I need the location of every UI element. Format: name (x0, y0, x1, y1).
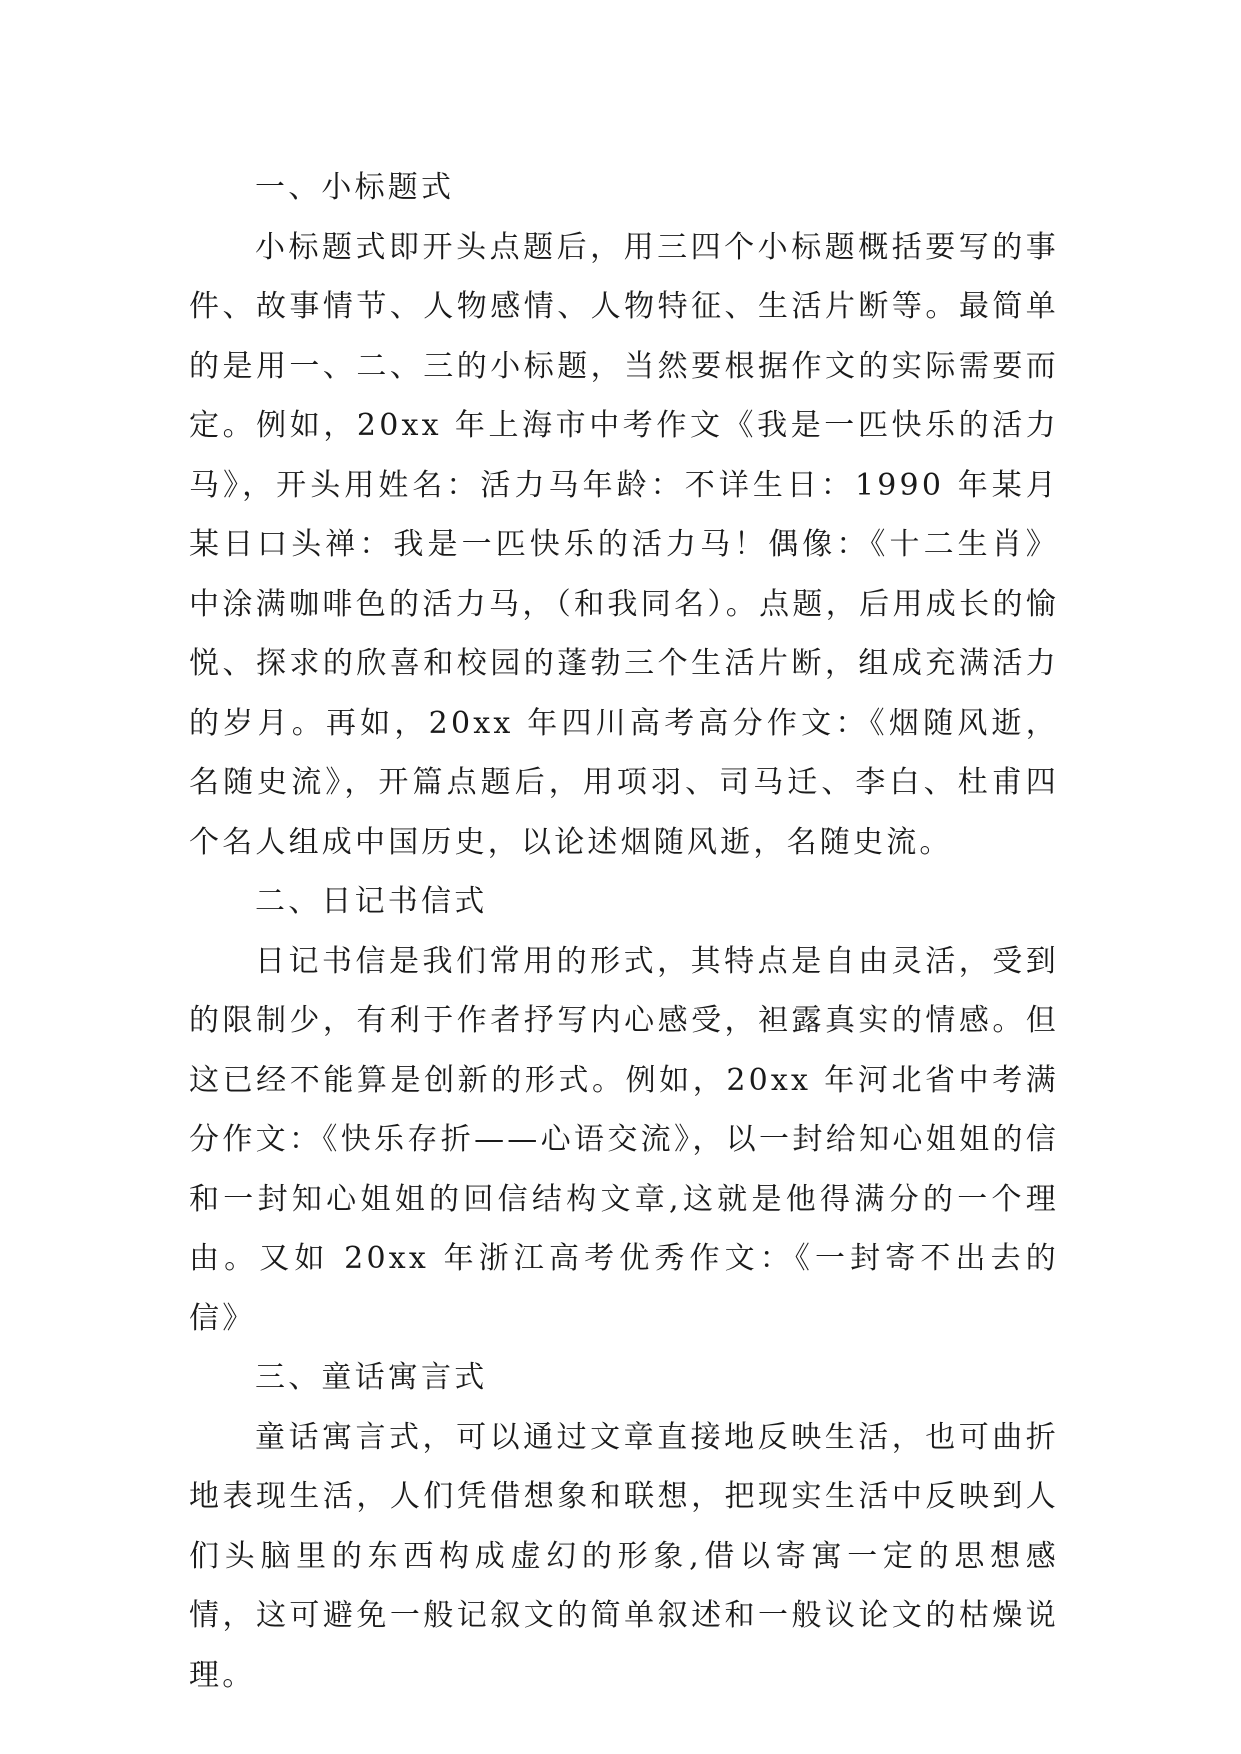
section-paragraph-3: 童话寓言式，可以通过文章直接地反映生活，也可曲折地表现生活，人们凭借想象和联想，把现实生活中反映到人们头脑里的东西构成虚幻的形象,借以寄寓一定的思想感情，这可避免一般记叙文的简单叙述和一般议论文的枯燥说理。 (189, 1419, 1059, 1693)
section-paragraph-2: 日记书信是我们常用的形式，其特点是自由灵活，受到的限制少，有利于作者抒写内心感受，袒露真实的情感。但这已经不能算是创新的形式。例如，20xx 年河北省中考满分作文：《快乐存折——心语交流》，以一封给知心姐姐的信和一封知心姐姐的回信结构文章,这就是他得满分的一个理由。又如 20xx 年浙江高考优秀作文：《一封寄不出去的信》 (189, 943, 1059, 1336)
section-heading-3: 三、童话寓言式 (255, 1360, 488, 1395)
document-body (189, 158, 1059, 1705)
section-heading-1: 一、小标题式 (255, 170, 455, 205)
section-paragraph-1: 小标题式即开头点题后，用三四个小标题概括要写的事件、故事情节、人物感情、人物特征、生活片断等。最简单的是用一、二、三的小标题，当然要根据作文的实际需要而定。例如，20xx 年上海市中考作文《我是一匹快乐的活力马》，开头用姓名：活力马年龄：不详生日：1990 年某月某日口头禅：我是一匹快乐的活力马！偶像：《十二生肖》中涂满咖啡色的活力马，（和我同名）。点题，后用成长的愉悦、探求的欣喜和校园的蓬勃三个生活片断，组成充满活力的岁月。再如，20xx 年四川高考高分作文：《烟随风逝，名随史流》，开篇点题后，用项羽、司马迁、李白、杜甫四个名人组成中国历史，以论述烟随风逝，名随史流。 (189, 229, 1059, 860)
section-heading-2: 二、日记书信式 (255, 884, 488, 919)
